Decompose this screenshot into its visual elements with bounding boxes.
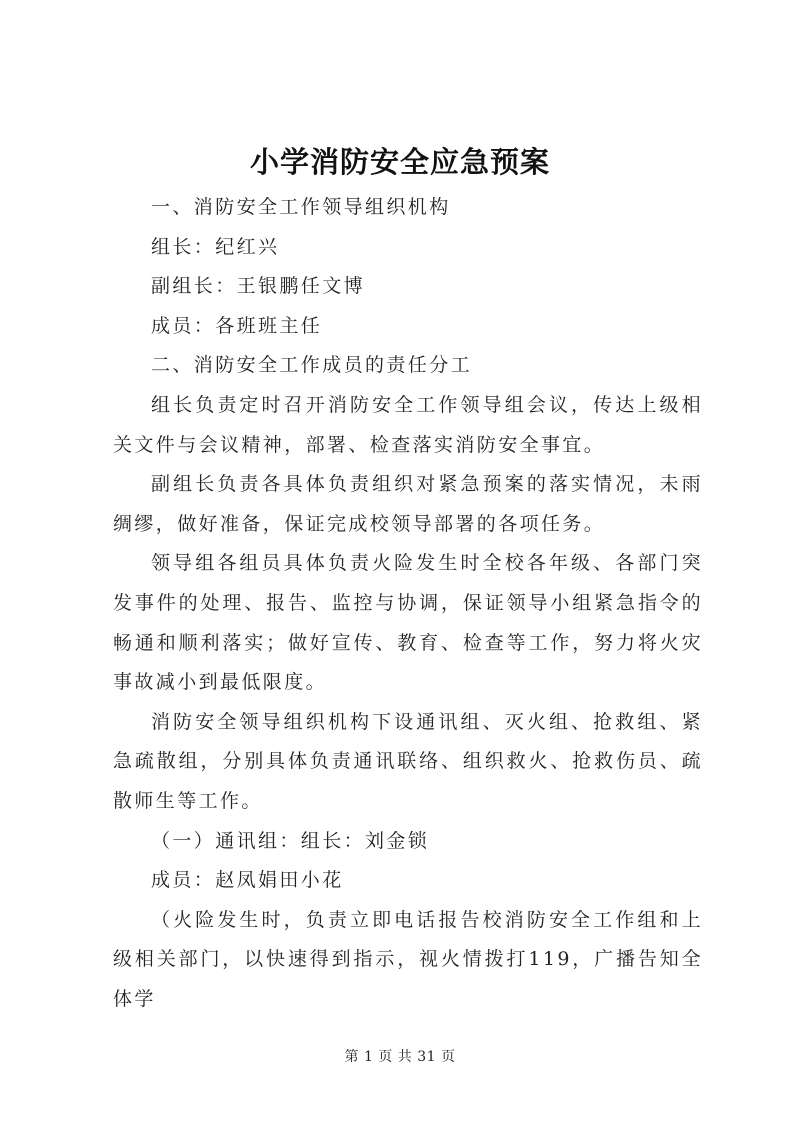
paragraph: 副组长负责各具体负责组织对紧急预案的落实情况，未雨绸缪，做好准备，保证完成校领导部署的各项任务。 xyxy=(113,473,703,535)
paragraph: 领导组各组员具体负责火险发生时全校各年级、各部门突发事件的处理、报告、监控与协调，保证领导小组紧急指令的畅通和顺利落实；做好宣传、教育、检查等工作，努力将火灾事故减小到最低限度。 xyxy=(113,552,703,694)
page-footer: 第 1 页 共 31 页 xyxy=(344,1049,456,1065)
paragraph: 组长负责定时召开消防安全工作领导组会议，传达上级相关文件与会议精神，部署、检查落实消防安全事宜。 xyxy=(113,393,703,456)
paragraph: 成员：各班班主任 xyxy=(151,314,323,337)
document-title: 小学消防安全应急预案 xyxy=(249,145,550,179)
paragraph: 二、消防安全工作成员的责任分工 xyxy=(151,354,473,377)
paragraph: 组长：纪红兴 xyxy=(151,235,280,258)
paragraph: （一）通讯组：组长：刘金锁 xyxy=(151,829,430,852)
document-body xyxy=(113,188,703,1019)
paragraph: 成员：赵凤娟田小花 xyxy=(151,869,344,892)
paragraph: 副组长：王银鹏任文博 xyxy=(151,275,366,298)
paragraph: 一、消防安全工作领导组织机构 xyxy=(151,196,451,218)
paragraph: 消防安全领导组织机构下设通讯组、灭火组、抢救组、紧急疏散组，分别具体负责通讯联络、组织救火、抢救伤员、疏散师生等工作。 xyxy=(113,710,703,812)
paragraph: （火险发生时，负责立即电话报告校消防安全工作组和上级相关部门，以快速得到指示，视火情拨打119，广播告知全体学 xyxy=(113,908,703,1010)
